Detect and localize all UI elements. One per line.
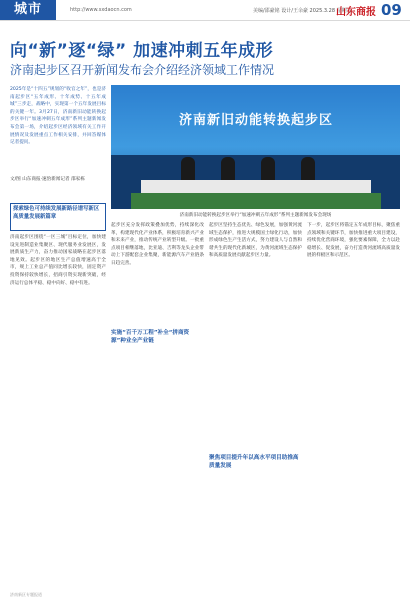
photo-banner-text: 济南新旧动能转换起步区 [178, 113, 333, 128]
photo-caption: 济南新旧动能转换起步区举行“加速冲刺五年成形”系列主题新闻发布会现场 [179, 213, 332, 218]
article-column-3: 起步区坚持生态优先、绿色发展，加强黄河流域生态保护，推进大规模国土绿化行动，加快形成绿色生产生活方式，努力建设人与自然和谐共生的现代化新城区，为黄河流域生态保护和高质量发展贡献起步区力量。 [209, 223, 302, 259]
newspaper-brand: 山东商报 [336, 7, 376, 18]
conference-table [141, 180, 371, 194]
site-url: http://www.sxdaocn.com [70, 7, 132, 13]
article-column-4: 下一步，起步区将锚定五年成形目标，聚焦重点领域和关键环节，加快推进重大项目建设，持续优化营商环境，强化要素保障，全力以赴稳增长、促发展，奋力打造黄河流域高质量发展的样板区和示范区。 [307, 223, 400, 259]
page-number: 09 [381, 1, 402, 19]
pull-quote: 探索绿色可持续发展新路径谱写新区高质量发展新篇章 [10, 203, 106, 231]
section-head-1: 实施“百千万工程”补全“拼商资源”种业全产业链 [111, 330, 190, 344]
press-conference-photo [111, 85, 400, 209]
article-column-2: 起步区充分发挥政策叠加优势，持续深化改革，构建现代化产业体系，积极培育新兴产业和未来产业，推动传统产业转型升级。一批重点项目相继落地，比亚迪、吉利等龙头企业带动上下游配套企业集聚，新能源汽车产业链条日趋完善。 [111, 223, 204, 266]
byline: 文/图 山东商报·速豹新闻记者 邵家栋 [10, 177, 85, 182]
section-head-2: 聚焦项目提升年以高水平项目助推高质量发展 [209, 455, 299, 469]
flower-row [131, 193, 381, 209]
masthead [0, 0, 410, 21]
page-footer: 济南新区专题报道 [10, 592, 42, 597]
headline: 向“新”逐“绿” 加速冲刺五年成形 [10, 41, 274, 61]
subheadline: 济南起步区召开新闻发布会介绍经济领域工作情况 [10, 63, 275, 77]
issue-meta: 美编/邵豪铭 设计/王余豪 2025.3.28 星期五 [253, 8, 352, 14]
section-label: 城市 [0, 0, 56, 20]
article-column-1: 济南起步区围绕“一区三城”目标定位，加快建设先进制造业集聚区、现代服务业发展区，发展新质生产力，奋力推动国家战略在起步区落地见效。起步区的地区生产总值增速高于全市，规上工业总产值同比增长较快，固定资产投资保持较快增长，招商引资实现新突破，经济运行总体平稳、稳中向好、稳中有进。 [10, 235, 106, 286]
lead-paragraph: 2025年是“十四五”规划的“收官之年”，也是济南起步区“五年成形、十年成势、十五年成城”三步走，战略中，实现第一个五年发展目标的关键一年。3月27日，济南新旧动能转换起步区举行“加速冲刺五年成形”系列主题新闻发布会第一场，介绍起步区经济领域有关工作开展情况及发展重点工作相关安排，并回答媒体记者提问。 [10, 87, 106, 146]
